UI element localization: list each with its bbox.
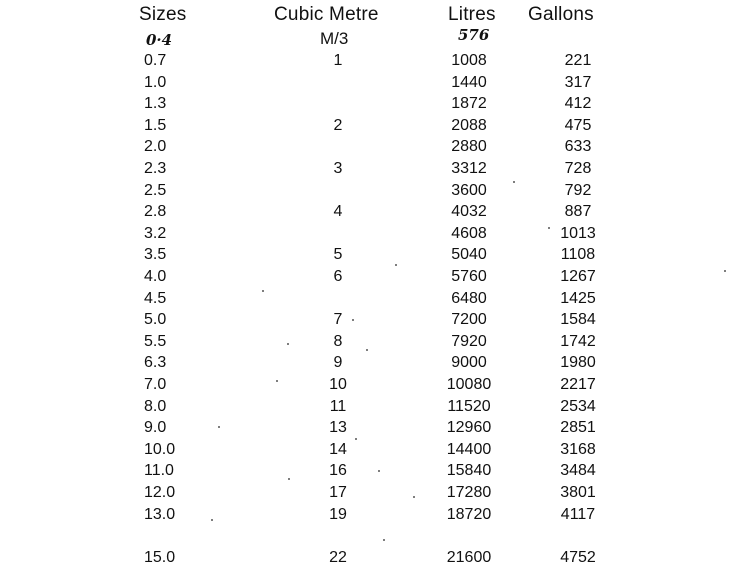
table-row	[0, 117, 750, 138]
gallons-cell: 1108	[560, 246, 596, 264]
gallons-cell: 1425	[560, 289, 596, 307]
table-row	[0, 441, 750, 462]
litres-cell: 1440	[451, 73, 487, 91]
size-cell: 1.5	[144, 116, 167, 134]
cubic-metre-cell: 1	[333, 52, 343, 69]
table-row	[0, 225, 750, 246]
gallons-cell: 2217	[560, 376, 596, 393]
gallons-cell: 2851	[560, 419, 596, 437]
table-row	[0, 95, 750, 116]
table-row	[0, 376, 750, 397]
gallons-cell: 412	[564, 95, 592, 113]
size-cell: 5.0	[144, 311, 167, 329]
cubic-metre-cell: 6	[333, 268, 343, 285]
litres-cell: 3600	[451, 181, 487, 199]
table-row	[0, 419, 750, 440]
scan-speck	[395, 264, 397, 266]
table-row	[0, 354, 750, 375]
scan-speck	[262, 290, 264, 292]
table-row	[0, 203, 750, 224]
scan-speck	[276, 380, 278, 382]
gallons-cell: 4752	[560, 548, 596, 566]
size-cell: 3.5	[144, 246, 167, 264]
gallons-cell: 1584	[560, 311, 596, 329]
litres-cell: 1872	[451, 95, 487, 113]
litres-cell: 1008	[451, 52, 487, 69]
litres-cell: 2880	[451, 138, 487, 156]
litres-cell: 10080	[446, 376, 492, 393]
size-cell: 2.0	[144, 138, 167, 156]
gallons-cell: 887	[564, 203, 592, 221]
cubic-metre-cell: 22	[329, 548, 347, 566]
header-litres: Litres	[448, 4, 496, 25]
litres-cell: 14400	[446, 440, 492, 458]
litres-cell: 5760	[451, 268, 487, 285]
scan-speck	[513, 181, 515, 183]
scan-speck	[366, 349, 368, 351]
handwritten-size-note: 0·4	[146, 31, 173, 49]
litres-cell: 9000	[451, 354, 487, 372]
litres-cell: 15840	[446, 462, 492, 480]
gallons-cell: 221	[564, 52, 592, 69]
gallons-cell: 792	[564, 181, 592, 199]
table-row	[0, 290, 750, 311]
cubic-metre-cell: 14	[329, 440, 347, 458]
table-row	[0, 484, 750, 505]
table-row	[0, 74, 750, 95]
header-cubic-metre: Cubic Metre	[274, 4, 379, 25]
table-row	[0, 506, 750, 527]
scan-speck	[548, 227, 550, 229]
litres-cell: 18720	[446, 505, 492, 523]
table-row	[0, 549, 750, 570]
table-row	[0, 398, 750, 419]
scan-speck	[352, 319, 354, 321]
litres-cell: 17280	[446, 484, 492, 501]
size-cell: 4.0	[144, 268, 167, 285]
gallons-cell: 1742	[560, 332, 596, 350]
cubic-unit-label: M/3	[320, 29, 349, 48]
table-row	[0, 311, 750, 332]
handwritten-litres-note: 576	[458, 26, 490, 44]
gallons-cell: 317	[564, 73, 592, 91]
litres-cell: 3312	[451, 160, 487, 177]
litres-cell: 7200	[451, 311, 487, 329]
cubic-metre-cell: 8	[333, 332, 343, 350]
scan-speck	[355, 438, 357, 440]
table-row	[0, 138, 750, 159]
gallons-cell: 1980	[560, 354, 596, 372]
cubic-metre-cell: 5	[333, 246, 343, 264]
gallons-cell: 3801	[560, 484, 596, 501]
cubic-metre-cell: 16	[329, 462, 347, 480]
cubic-metre-cell: 11	[329, 397, 347, 415]
size-cell: 2.5	[144, 181, 167, 199]
table-row	[0, 246, 750, 267]
table-row	[0, 462, 750, 483]
table-row	[0, 333, 750, 354]
gallons-cell: 633	[564, 138, 592, 156]
litres-cell: 4032	[451, 203, 487, 221]
cubic-metre-cell: 7	[333, 311, 343, 329]
scan-speck	[413, 496, 415, 498]
litres-cell: 2088	[451, 116, 487, 134]
gallons-cell: 3484	[560, 462, 596, 480]
size-cell: 13.0	[144, 505, 176, 523]
scan-speck	[288, 478, 290, 480]
table-row	[0, 182, 750, 203]
litres-cell: 4608	[451, 224, 487, 242]
gallons-cell: 4117	[560, 505, 596, 523]
cubic-metre-cell: 3	[333, 160, 343, 177]
litres-cell: 21600	[446, 548, 492, 566]
cubic-metre-cell: 9	[333, 354, 343, 372]
scan-speck	[378, 470, 380, 472]
gallons-cell: 475	[564, 116, 592, 134]
scan-speck	[724, 270, 726, 272]
gallons-cell: 1013	[560, 224, 596, 242]
size-cell: 2.3	[144, 160, 167, 177]
size-cell: 4.5	[144, 289, 167, 307]
size-cell: 7.0	[144, 376, 167, 393]
cubic-metre-cell: 10	[329, 376, 347, 393]
header-gallons: Gallons	[528, 4, 594, 25]
size-cell: 0.7	[144, 52, 167, 69]
litres-cell: 7920	[451, 332, 487, 350]
gallons-cell: 3168	[560, 440, 596, 458]
size-cell: 1.0	[144, 73, 167, 91]
header-sizes: Sizes	[139, 4, 187, 25]
litres-cell: 12960	[446, 419, 492, 437]
gallons-cell: 728	[564, 160, 592, 177]
scan-speck	[287, 343, 289, 345]
cubic-metre-cell: 17	[329, 484, 347, 501]
cubic-metre-cell: 19	[329, 505, 347, 523]
litres-cell: 5040	[451, 246, 487, 264]
size-cell: 9.0	[144, 419, 167, 437]
size-cell: 2.8	[144, 203, 167, 221]
size-cell: 12.0	[144, 484, 176, 501]
litres-cell: 6480	[451, 289, 487, 307]
scan-speck	[383, 539, 385, 541]
scan-speck	[218, 426, 220, 428]
litres-cell: 11520	[447, 397, 491, 415]
table-row	[0, 160, 750, 181]
size-cell: 3.2	[144, 224, 167, 242]
gallons-cell: 2534	[560, 397, 596, 415]
size-cell: 10.0	[144, 440, 176, 458]
size-cell: 5.5	[144, 332, 167, 350]
size-cell: 15.0	[144, 548, 176, 566]
size-cell: 11.0	[144, 462, 174, 480]
cubic-metre-cell: 4	[333, 203, 343, 221]
size-cell: 6.3	[144, 354, 167, 372]
table-row	[0, 52, 750, 73]
size-cell: 8.0	[144, 397, 167, 415]
gallons-cell: 1267	[560, 268, 596, 285]
cubic-metre-cell: 2	[333, 116, 343, 134]
table-row	[0, 268, 750, 289]
scan-speck	[211, 519, 213, 521]
size-cell: 1.3	[144, 95, 167, 113]
cubic-metre-cell: 13	[329, 419, 347, 437]
